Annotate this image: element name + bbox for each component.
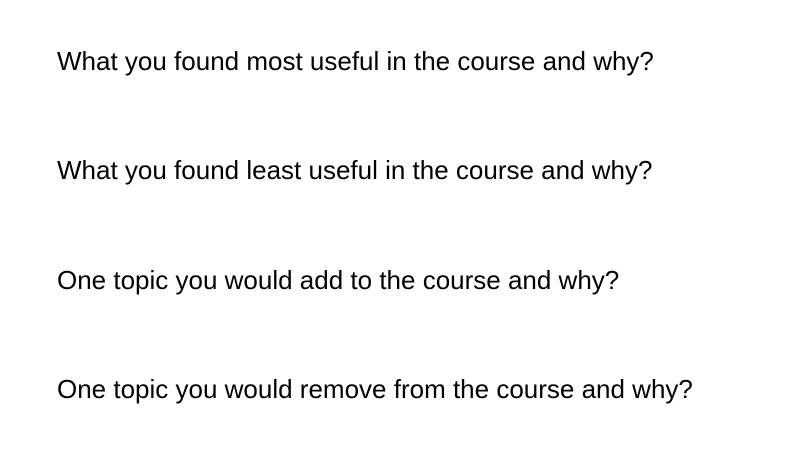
- question-most-useful: What you found most useful in the course and why?: [57, 46, 654, 76]
- question-least-useful: What you found least useful in the course and why?: [57, 155, 653, 185]
- question-topic-to-add: One topic you would add to the course and why?: [57, 265, 620, 295]
- question-topic-to-remove: One topic you would remove from the course and why?: [57, 374, 693, 404]
